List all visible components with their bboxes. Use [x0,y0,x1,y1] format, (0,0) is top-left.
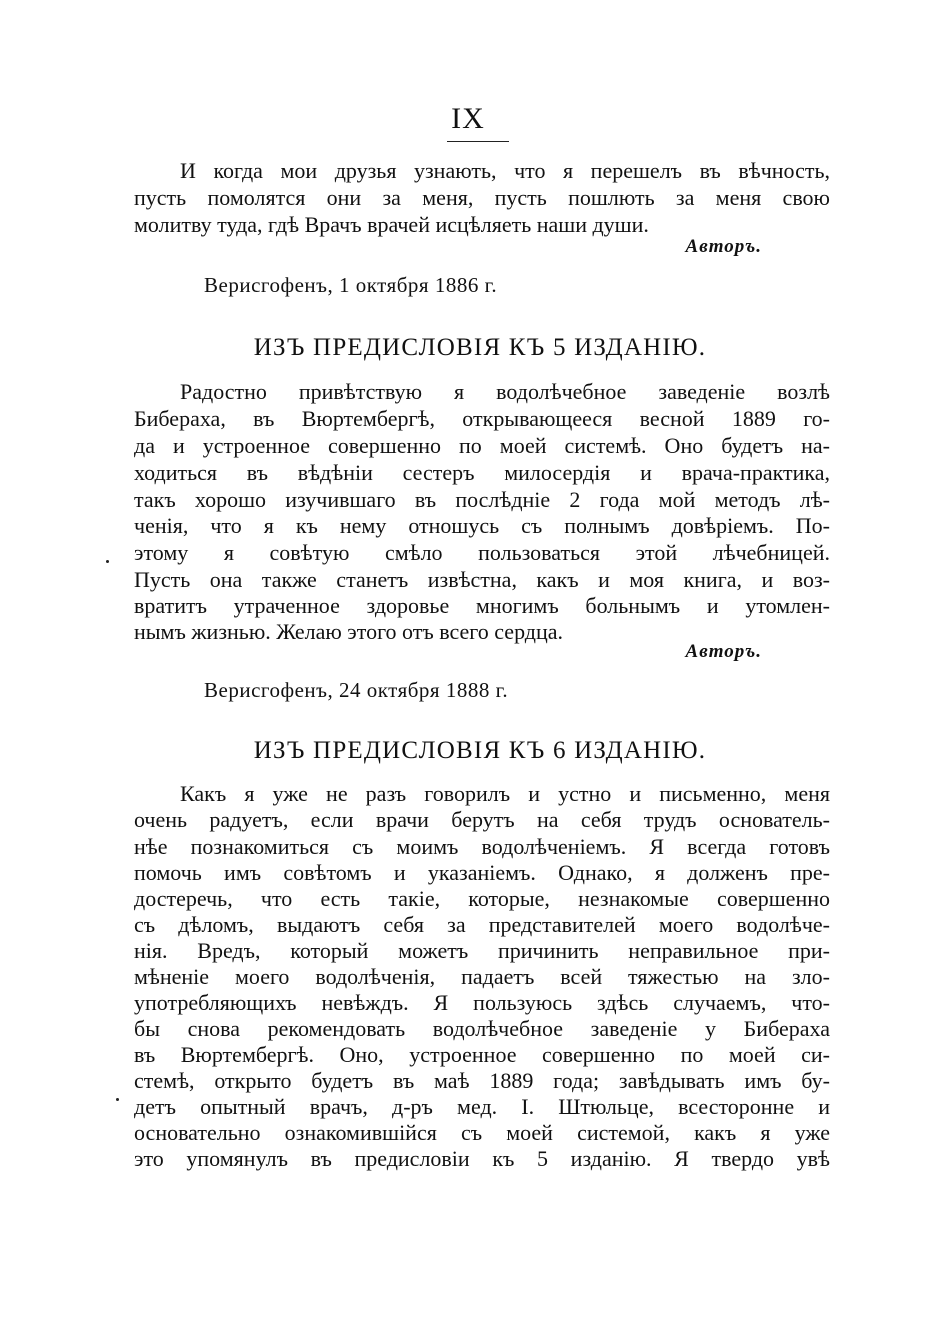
paragraph-line: да и устроенное совершенно по моей системѣ. Оно будетъ на- [134,433,830,458]
paragraph-line: достеречь, что есть такіе, которые, незнакомые совершенно [134,886,830,911]
paragraph-line: И когда мои друзья узнають, что я перешелъ въ вѣчность, [180,158,830,183]
paragraph-line: нымъ жизнью. Желаю этого отъ всего сердца. [134,619,564,644]
page-number: IX [451,102,485,135]
paragraph-line: нѣе познакомиться съ моимъ водолѣченіемъ. Я всегда готовъ [134,834,830,859]
paragraph-line: употребляющихъ невѣждъ. Я пользуюсь здѣсь случаемъ, что- [134,990,830,1015]
section-heading: ИЗЪ ПРЕДИСЛОВІЯ КЪ 6 ИЗДАНІЮ. [253,737,707,764]
paragraph-line: стемѣ, открыто будетъ въ маѣ 1889 года; завѣдывать имъ бу- [134,1068,830,1093]
paragraph-line: вратитъ утраченное здоровье многимъ больнымъ и утомлен- [134,593,830,618]
paragraph-line: Пусть она также станетъ извѣстна, какъ и моя книга, и воз- [134,567,830,592]
paragraph-line: мѣненіе моего водолѣченія, падаетъ всей тяжестью на зло- [134,964,830,989]
paragraph-line: пусть помолятся они за меня, пусть пошлють за меня свою [134,185,830,210]
author-signature: Авторъ. [685,641,762,662]
paragraph-line: такъ хорошо изучившаго въ послѣдніе 2 года мой методъ лѣ- [134,487,830,512]
ink-speck [116,1098,119,1101]
paragraph-line: Какъ я уже не разъ говорилъ и устно и письменно, меня [180,781,830,806]
paragraph-line: молитву туда, гдѣ Врачъ врачей исцѣляеть наши души. [134,212,649,237]
paragraph-line: бы снова рекомендовать водолѣчебное заведеніе у Бибераха [134,1016,830,1041]
paragraph-line: Радостно привѣтствую я водолѣчебное заведеніе возлѣ [180,379,830,404]
section-heading: ИЗЪ ПРЕДИСЛОВІЯ КЪ 5 ИЗДАНІЮ. [253,334,707,361]
paragraph-line: нія. Вредъ, который можетъ причинить неправильное при- [134,938,830,963]
paragraph-line: Бибераха, въ Вюртембергѣ, открывающееся весной 1889 го- [134,406,830,431]
paragraph-line: помочь имъ совѣтомъ и указаніемъ. Однако, я долженъ пре- [134,860,830,885]
paragraph-line: очень радуетъ, если врачи берутъ на себя трудъ основатель- [134,807,830,832]
paragraph-line: въ Вюртембергѣ. Оно, устроенное совершенно по моей си- [134,1042,830,1067]
ink-speck [106,560,109,563]
author-signature: Авторъ. [685,236,762,257]
page-number-rule [447,141,509,142]
paragraph-line: съ дѣломъ, выдаютъ себя за представителей моего водолѣче- [134,912,830,937]
paragraph-line: ходиться въ вѣдѣніи сестеръ милосердія и врача-практика, [134,460,830,485]
paragraph-line: это упомянулъ въ предисловіи къ 5 изданію. Я твердо увѣ [134,1146,830,1171]
preface-date: Верисгофенъ, 1 октября 1886 г. [204,273,498,297]
paragraph-line: этому я совѣтую смѣло пользоваться этой лѣчебницей. [134,540,830,565]
paragraph-line: детъ опытный врачъ, д-ръ мед. І. Штюльце, всесторонне и [134,1094,830,1119]
paragraph-line: ченія, что я къ нему отношусь съ полнымъ довѣріемъ. По- [134,513,830,538]
preface-date: Верисгофенъ, 24 октября 1888 г. [204,678,509,702]
paragraph-line: основательно ознакомившійся съ моей системой, какъ я уже [134,1120,830,1145]
